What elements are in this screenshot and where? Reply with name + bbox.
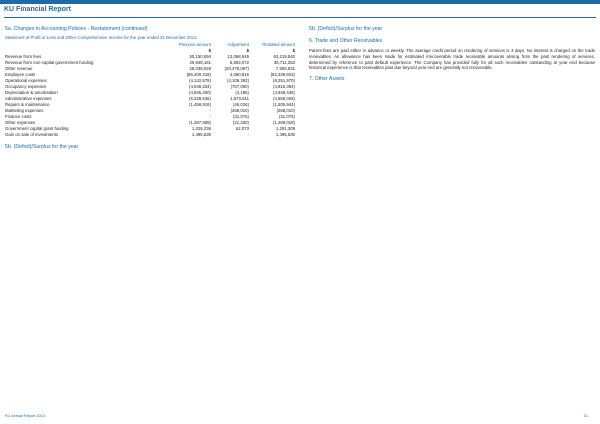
row-value: (268,010) (276, 107, 295, 113)
report-title: KU Financial Report (4, 6, 71, 13)
row-value: (46,026) (232, 101, 249, 107)
row-value: (31,076) (278, 113, 295, 119)
row-value: 6,863,072 (229, 59, 249, 65)
row-label: Finance costs (5, 113, 32, 119)
row-value: (767,060) (230, 83, 249, 89)
row-value: (1,505,944) (273, 101, 295, 107)
table-row (5, 65, 295, 71)
row-value: (4,949,436) (273, 89, 295, 95)
row-value: - (209, 113, 211, 119)
row-value: (6,228,636) (189, 95, 211, 101)
row-label: Administrative expenses (5, 95, 52, 101)
table-row (5, 95, 295, 101)
table-row (5, 77, 295, 83)
row-value: 1,229,236 (191, 125, 211, 131)
row-label: Depreciation & amortisation (5, 89, 58, 95)
restatement-table (5, 41, 295, 137)
header-rule (4, 17, 596, 18)
row-label: Revenue from non-capital government funding (5, 59, 94, 65)
row-value: (4,142,578) (189, 77, 211, 83)
row-value: (82,339,603) (270, 71, 295, 77)
row-value: - (247, 131, 249, 137)
row-value: (4,186) (235, 89, 249, 95)
row-value: Adjustment (227, 41, 249, 47)
row-value: (4,109,392) (227, 77, 249, 83)
row-value: (4,815,394) (273, 83, 295, 89)
row-label: Gain on sale of investments (5, 131, 59, 137)
row-value: 1,670,611 (230, 95, 249, 101)
row-label: Employee costs (5, 71, 36, 77)
row-label: Other expenses (5, 119, 36, 125)
row-value: (4,558,025) (273, 95, 295, 101)
row-label: Occupancy expenses (5, 83, 47, 89)
table-row (5, 125, 295, 131)
row-value: 36,711,253 (273, 59, 295, 65)
row-value: 63,219,540 (273, 53, 295, 59)
row-value: 1,495,630 (191, 131, 211, 137)
row-value: Previous amount (178, 41, 211, 47)
row-value: 29,848,181 (189, 59, 211, 65)
row-value: 13,068,946 (227, 53, 249, 59)
row-value: 4,060,815 (229, 71, 249, 77)
row-value: $ (208, 47, 211, 53)
section-5b-heading: 5b. (Deficit)/Surplus for the year (5, 143, 79, 150)
row-value: $ (292, 47, 295, 53)
row-label: Government capital grant funding (5, 125, 69, 131)
footer-page-number: 31 (583, 414, 588, 418)
row-value: (86,400,418) (186, 71, 211, 77)
table-row (5, 131, 295, 137)
row-value: 50,150,594 (189, 53, 211, 59)
row-value: (1,267,689) (189, 119, 211, 125)
right-column (309, 26, 595, 85)
row-label: Marketing expenses (5, 107, 44, 113)
row-value: 1,495,630 (275, 131, 295, 137)
row-value: (4,048,334) (189, 83, 211, 89)
row-label: Other revenue (5, 65, 33, 71)
table-row (5, 83, 295, 89)
row-value: (1,459,918) (189, 101, 211, 107)
row-value: 1,291,309 (275, 125, 295, 131)
section-6-heading: 6. Trade and Other Receivables (309, 37, 383, 44)
table-row (5, 71, 295, 77)
row-value: 28,038,028 (189, 65, 211, 71)
row-value: (268,010) (230, 107, 249, 113)
section-5a-subheading: Statement of Profit or Loss and Other Comprehensive Income for the year ended 31 December 2013 (5, 34, 197, 40)
row-value: Restated amount (262, 41, 295, 47)
row-value: (20,478,097) (224, 65, 249, 71)
table-row (5, 119, 295, 125)
table-row (5, 89, 295, 95)
section-5a-heading: 5a. Changes in Accounting Policies - Restatement (continued) (5, 26, 148, 32)
row-label: Revenue from fees (5, 53, 42, 59)
row-label: Repairs & maintenance (5, 101, 50, 107)
footer-report-name: KU Annual Report 2014 (5, 414, 45, 418)
top-accent-bar (0, 0, 600, 4)
row-value: 62,073 (235, 125, 249, 131)
row-value: (8,251,970) (273, 77, 295, 83)
row-value: $ (246, 47, 249, 53)
section-7-heading: 7. Other Assets (309, 76, 345, 83)
section-5b-continued-heading: 5b. (Deficit)/Surplus for the year (309, 26, 383, 32)
table-row (5, 107, 295, 113)
table-row (5, 59, 295, 65)
row-value: (31,076) (232, 113, 249, 119)
table-row (5, 113, 295, 119)
row-value: - (209, 107, 211, 113)
table-row (5, 53, 295, 59)
table-row (5, 101, 295, 107)
row-value: (21,330) (232, 119, 249, 125)
row-value: 7,559,931 (275, 65, 295, 71)
row-value: (4,945,250) (189, 89, 211, 95)
receivables-note: Parent fees are paid either in advance or weekly. The average credit period on rendering of services is 3 days. No interest is charged on the trade receivables. An allowance has been made for estimated irrecoverable trade receivable amounts arising from the past rendering of services, determined by reference to past default experience. The Company has provided fully for all such receivables outstanding at year end because historical experience is that receivables past due beyond year end are generally not recoverable. (309, 48, 595, 71)
row-value: (1,289,019) (273, 119, 295, 125)
left-column (5, 26, 295, 152)
row-label: Operational expenses (5, 77, 47, 83)
